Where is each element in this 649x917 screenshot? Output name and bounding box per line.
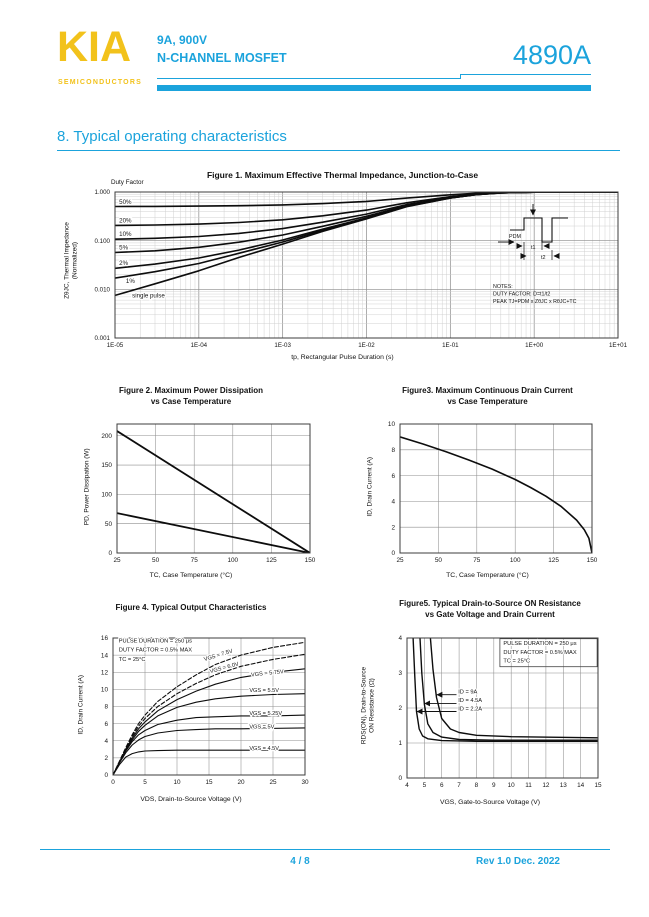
figure-3-container bbox=[345, 383, 630, 601]
figure-4-x-axis-label: VDS, Drain-to-Source Voltage (V) bbox=[140, 796, 242, 803]
figure-1-chart bbox=[55, 168, 630, 380]
svg-text:ID = 9A: ID = 9A bbox=[458, 689, 478, 696]
fig1-svg bbox=[55, 168, 630, 380]
figure-5-y-axis-label-line2: ON Resistance (Ω) bbox=[368, 678, 375, 733]
header-rule-thin-right bbox=[460, 74, 591, 75]
svg-text:125: 125 bbox=[266, 557, 277, 564]
figure-3-y-axis-label: ID, Drain Current (A) bbox=[366, 456, 374, 517]
svg-text:1E+01: 1E+01 bbox=[608, 342, 628, 349]
svg-text:75: 75 bbox=[473, 557, 481, 564]
svg-text:DUTY FACTOR: D=t1/t2: DUTY FACTOR: D=t1/t2 bbox=[493, 291, 551, 298]
figure-2-y-axis-label: PD, Power Dissipation (W) bbox=[83, 448, 91, 526]
figure-1-container bbox=[55, 168, 630, 380]
svg-text:0: 0 bbox=[398, 775, 402, 783]
svg-text:NOTES:: NOTES: bbox=[493, 284, 513, 290]
figure-5-x-axis-label: VGS, Gate-to-Source Voltage (V) bbox=[439, 799, 541, 806]
svg-text:10%: 10% bbox=[119, 231, 132, 239]
fig5-svg bbox=[350, 598, 630, 832]
svg-text:VGS = 5V: VGS = 5V bbox=[249, 724, 275, 731]
svg-text:1E-03: 1E-03 bbox=[274, 342, 291, 349]
svg-text:10: 10 bbox=[173, 779, 181, 786]
figure-3-chart bbox=[345, 383, 630, 601]
svg-text:4: 4 bbox=[104, 737, 108, 745]
svg-text:150: 150 bbox=[101, 462, 112, 470]
svg-text:2: 2 bbox=[391, 524, 395, 532]
figure-4-y-axis-label: ID, Drain Current (A) bbox=[77, 674, 85, 735]
figure-1-duty-factor-label: Duty Factor bbox=[111, 179, 144, 186]
figure-2-x-axis-label: TC, Case Temperature (°C) bbox=[149, 572, 233, 579]
figure-3-title-line1: Figure3. Maximum Continuous Drain Current bbox=[402, 386, 573, 395]
figure-5-y-axis-label bbox=[361, 631, 376, 781]
svg-text:VGS = 7.5V: VGS = 7.5V bbox=[203, 648, 234, 664]
figure-1-y-axis-label-line1: ZθJC, Thermal Impedance bbox=[63, 222, 71, 299]
svg-text:6: 6 bbox=[439, 782, 444, 789]
svg-text:1: 1 bbox=[398, 740, 402, 748]
svg-text:VGS = 4.5V: VGS = 4.5V bbox=[249, 746, 280, 753]
svg-text:1E-02: 1E-02 bbox=[358, 342, 375, 349]
svg-text:1%: 1% bbox=[125, 277, 135, 285]
brand-logo: KIA bbox=[57, 23, 132, 71]
section-heading: 8. Typical operating characteristics bbox=[57, 128, 287, 145]
figure-1-y-axis-label bbox=[64, 186, 79, 336]
figure-2-title-line2: vs Case Temperature bbox=[150, 397, 232, 406]
svg-text:6: 6 bbox=[104, 720, 108, 728]
product-type: N-CHANNEL MOSFET bbox=[157, 51, 287, 65]
svg-text:single pulse: single pulse bbox=[132, 292, 165, 300]
figure-1-x-axis-label: tp, Rectangular Pulse Duration (s) bbox=[291, 354, 394, 361]
section-heading-underline bbox=[57, 150, 620, 151]
svg-text:12: 12 bbox=[542, 782, 550, 789]
figure-5-title-line1: Figure5. Typical Drain-to-Source ON Resistance bbox=[399, 599, 581, 608]
product-rating: 9A, 900V bbox=[157, 33, 208, 47]
svg-text:14: 14 bbox=[577, 782, 585, 789]
svg-text:0: 0 bbox=[391, 550, 395, 558]
svg-text:ID = 4.5A: ID = 4.5A bbox=[458, 698, 483, 705]
figure-1-title: Figure 1. Maximum Effective Thermal Impedance, Junction-to-Case bbox=[206, 170, 479, 180]
figure-4-container bbox=[55, 598, 327, 832]
svg-text:10: 10 bbox=[507, 782, 515, 789]
svg-text:1E+00: 1E+00 bbox=[525, 342, 544, 349]
svg-text:5: 5 bbox=[143, 779, 147, 786]
svg-text:150: 150 bbox=[586, 557, 598, 564]
fig3-svg bbox=[345, 383, 630, 601]
svg-text:16: 16 bbox=[100, 635, 108, 643]
svg-text:VGS = 5.5V: VGS = 5.5V bbox=[249, 687, 280, 694]
svg-text:20: 20 bbox=[237, 779, 245, 786]
svg-text:DUTY FACTOR = 0.5% MAX: DUTY FACTOR = 0.5% MAX bbox=[118, 647, 193, 654]
svg-text:VGS = 6.0V: VGS = 6.0V bbox=[209, 661, 240, 676]
header-rule-thick bbox=[157, 85, 591, 91]
svg-text:25: 25 bbox=[269, 779, 277, 786]
svg-text:1E-05: 1E-05 bbox=[106, 342, 124, 349]
svg-text:9: 9 bbox=[492, 782, 496, 789]
svg-text:2%: 2% bbox=[119, 260, 129, 268]
svg-text:7: 7 bbox=[457, 782, 461, 789]
svg-text:t2: t2 bbox=[541, 255, 546, 261]
svg-text:5: 5 bbox=[422, 782, 427, 789]
svg-text:1.000: 1.000 bbox=[94, 189, 110, 197]
brand-logo-subtext: SEMICONDUCTORS bbox=[58, 79, 142, 86]
svg-text:t1: t1 bbox=[531, 245, 536, 251]
fig2-svg bbox=[55, 383, 327, 601]
svg-text:0.100: 0.100 bbox=[94, 237, 110, 245]
svg-text:PDM: PDM bbox=[509, 234, 521, 240]
svg-text:PULSE DURATION = 250 μs: PULSE DURATION = 250 μs bbox=[118, 638, 192, 645]
header-rule-thin-left bbox=[157, 78, 461, 79]
figure-2-chart bbox=[55, 383, 327, 601]
svg-text:1E-01: 1E-01 bbox=[442, 342, 459, 349]
svg-text:50: 50 bbox=[104, 520, 112, 528]
svg-text:13: 13 bbox=[559, 782, 567, 789]
svg-text:100: 100 bbox=[101, 491, 112, 499]
svg-text:50%: 50% bbox=[119, 198, 132, 206]
svg-text:25: 25 bbox=[396, 557, 404, 564]
svg-text:15: 15 bbox=[594, 782, 602, 789]
svg-text:8: 8 bbox=[474, 782, 479, 789]
footer-rule bbox=[40, 849, 610, 850]
svg-text:200: 200 bbox=[101, 432, 112, 440]
svg-text:DUTY FACTOR = 0.5% MAX: DUTY FACTOR = 0.5% MAX bbox=[503, 649, 577, 656]
figure-2-container bbox=[55, 383, 327, 601]
svg-text:10: 10 bbox=[100, 686, 108, 694]
figure-5-title-line2: vs Gate Voltage and Drain Current bbox=[425, 610, 555, 619]
svg-text:ID = 2.2A: ID = 2.2A bbox=[458, 706, 483, 713]
figure-5-chart bbox=[350, 598, 630, 832]
figure-4-title: Figure 4. Typical Output Characteristics bbox=[115, 603, 267, 612]
svg-text:0: 0 bbox=[111, 779, 115, 786]
svg-text:11: 11 bbox=[525, 782, 532, 789]
svg-text:TC = 25°C: TC = 25°C bbox=[118, 657, 146, 664]
svg-text:20%: 20% bbox=[119, 217, 132, 225]
svg-text:VGS = 5.25V: VGS = 5.25V bbox=[249, 711, 283, 718]
svg-text:0: 0 bbox=[108, 550, 112, 558]
svg-text:15: 15 bbox=[205, 779, 213, 786]
svg-text:10: 10 bbox=[387, 421, 395, 429]
svg-text:6: 6 bbox=[391, 472, 395, 480]
svg-text:4: 4 bbox=[398, 635, 402, 643]
svg-text:150: 150 bbox=[304, 557, 316, 564]
svg-text:0.010: 0.010 bbox=[94, 286, 110, 294]
svg-text:25: 25 bbox=[113, 557, 121, 564]
svg-text:4: 4 bbox=[405, 782, 409, 789]
figure-1-y-axis-label-line2: (Normalized) bbox=[71, 241, 78, 280]
svg-text:8: 8 bbox=[104, 703, 108, 711]
svg-text:0: 0 bbox=[104, 772, 108, 780]
svg-text:VGS = 5.75V: VGS = 5.75V bbox=[250, 669, 285, 679]
svg-text:12: 12 bbox=[100, 669, 108, 677]
figure-5-container bbox=[350, 598, 630, 832]
svg-text:TC = 25°C: TC = 25°C bbox=[503, 658, 531, 665]
svg-text:4: 4 bbox=[391, 498, 395, 506]
svg-text:75: 75 bbox=[190, 557, 198, 564]
svg-text:50: 50 bbox=[434, 557, 442, 564]
svg-text:5%: 5% bbox=[119, 244, 129, 252]
svg-text:1E-04: 1E-04 bbox=[190, 342, 208, 349]
svg-text:14: 14 bbox=[100, 652, 108, 660]
svg-text:2: 2 bbox=[104, 755, 108, 763]
svg-text:125: 125 bbox=[548, 557, 559, 564]
footer-revision: Rev 1.0 Dec. 2022 bbox=[476, 856, 560, 867]
footer-page-number: 4 / 8 bbox=[290, 856, 310, 867]
svg-text:PEAK TJ=PDM x ZθJC x RθJC+TC: PEAK TJ=PDM x ZθJC x RθJC+TC bbox=[493, 299, 577, 305]
figure-2-title-line1: Figure 2. Maximum Power Dissipation bbox=[118, 386, 264, 395]
part-number: 4890A bbox=[512, 40, 591, 70]
figure-3-x-axis-label: TC, Case Temperature (°C) bbox=[446, 572, 529, 579]
svg-text:100: 100 bbox=[227, 557, 239, 564]
svg-text:2: 2 bbox=[398, 705, 402, 713]
svg-text:PULSE DURATION = 250 μs: PULSE DURATION = 250 μs bbox=[503, 641, 577, 647]
svg-text:0.001: 0.001 bbox=[94, 335, 110, 343]
svg-text:8: 8 bbox=[391, 447, 395, 454]
figure-3-title-line2: vs Case Temperature bbox=[447, 397, 528, 406]
figure-5-y-axis-label-line1: RDS(ON), Drain-to-Source bbox=[360, 666, 368, 745]
svg-text:30: 30 bbox=[301, 779, 309, 786]
svg-text:100: 100 bbox=[509, 557, 521, 564]
svg-text:3: 3 bbox=[398, 670, 402, 678]
svg-text:50: 50 bbox=[152, 557, 160, 564]
